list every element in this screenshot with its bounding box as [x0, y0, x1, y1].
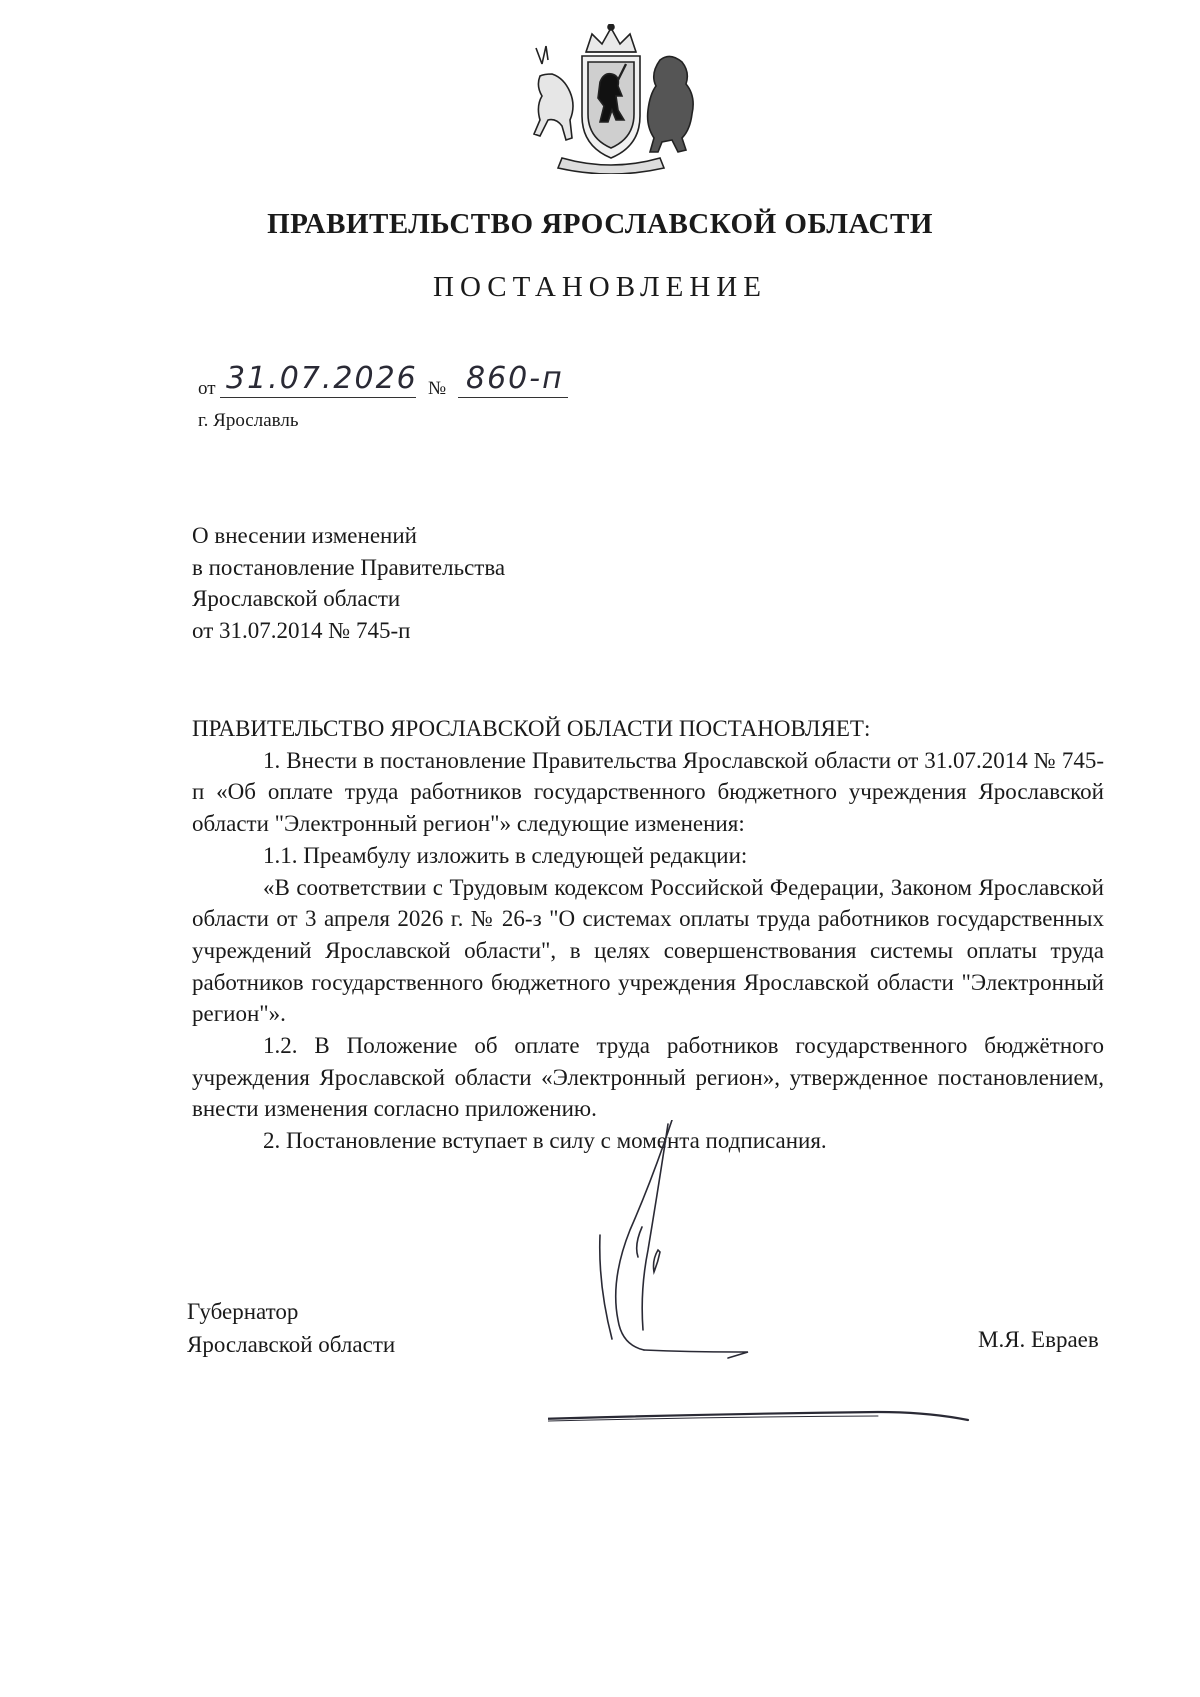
signer-position-line: Ярославской области	[187, 1332, 396, 1357]
subject-line: от 31.07.2014 № 745-п	[192, 617, 411, 643]
document-subject	[192, 520, 505, 646]
document-date: 31.07.2026	[220, 364, 416, 398]
date-number-line	[198, 361, 598, 404]
paragraph-1-1-text: «В соответствии с Трудовым кодексом Российской Федерации, Законом Ярославской области от 3 апреля 2026 г. № 26-з "О системах оплаты труда работников государственных учреждений Ярославской области", в целях совершенствования системы оплаты труда работников государственного бюджетного учреждения Ярославской области "Электронный регион"».	[192, 874, 1104, 1027]
number-sign: №	[428, 378, 447, 399]
paragraph-1-1: 1.1. Преамбулу изложить в следующей редакции:	[263, 842, 748, 868]
subject-line: О внесении изменений	[192, 523, 417, 548]
coat-of-arms-emblem	[522, 24, 700, 174]
signature-icon	[548, 1120, 1028, 1435]
handwritten-signature	[548, 1120, 1028, 1435]
document-number: 860-п	[458, 364, 568, 398]
signer-position	[187, 1295, 395, 1361]
date-prefix: от	[198, 378, 216, 399]
government-title: ПРАВИТЕЛЬСТВО ЯРОСЛАВСКОЙ ОБЛАСТИ	[267, 208, 933, 240]
resolution-preamble: ПРАВИТЕЛЬСТВО ЯРОСЛАВСКОЙ ОБЛАСТИ ПОСТАНОВЛЯЕТ:	[192, 716, 871, 741]
paragraph-1: 1. Внести в постановление Правительства Ярославской области от 31.07.2014 № 745-п «Об оплате труда работников государственного бюджетного учреждения Ярославской области "Электронный регион"» следующие изменения:	[192, 747, 1104, 837]
coat-of-arms-icon	[522, 24, 700, 174]
subject-line: Ярославской области	[192, 586, 401, 611]
document-body	[192, 713, 1104, 1157]
subject-line: в постановление Правительства	[192, 554, 506, 580]
paragraph-1-2: 1.2. В Положение об оплате труда работников государственного бюджётного учреждения Ярославской области «Электронный регион», утвержденное постановлением, внести изменения согласно приложению.	[192, 1033, 1104, 1122]
signer-position-line: Губернатор	[187, 1299, 299, 1324]
signer-name: М.Я. Евраев	[978, 1327, 1099, 1352]
city: г. Ярославль	[198, 410, 299, 431]
paragraph-2: 2. Постановление вступает в силу с момента подписания.	[263, 1128, 827, 1154]
document-type: ПОСТАНОВЛЕНИЕ	[433, 271, 767, 303]
